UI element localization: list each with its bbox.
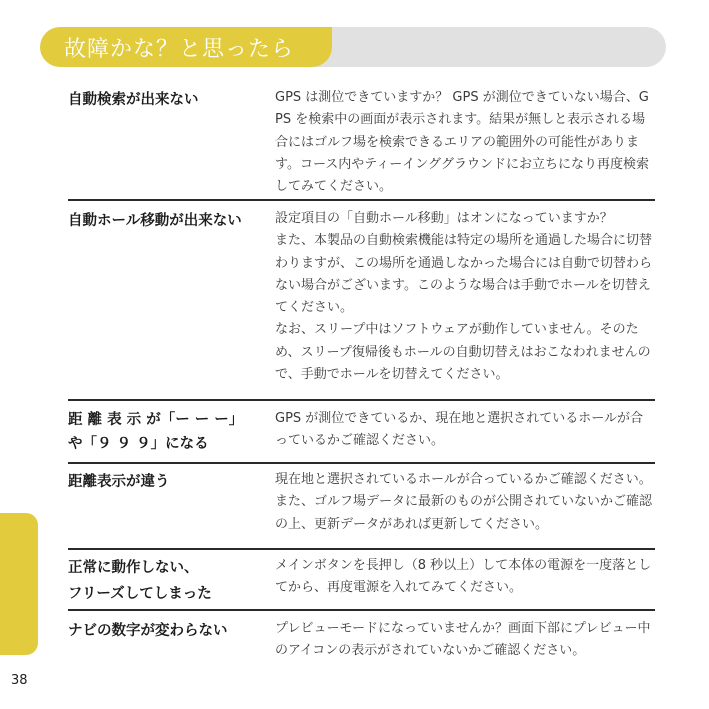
faq-answer-paragraph: また、本製品の自動検索機能は特定の場所を通過した場合に切替わりますが、この場所を通過しなかった場合には自動で切替わらない場合がございます。このような場合は手動でホールを切替えてください。 bbox=[275, 233, 653, 316]
faq-row bbox=[68, 84, 655, 201]
faq-question bbox=[68, 208, 275, 399]
faq-answer-paragraph: プレビューモードになっていませんか？画面下部にプレビュー中のアイコンの表示がされていないかご確認ください。 bbox=[275, 621, 651, 659]
page-number: 38 bbox=[11, 673, 28, 688]
faq-row bbox=[68, 550, 655, 611]
faq-question bbox=[68, 618, 275, 665]
faq-answer-paragraph: GPS は測位できていますか？ GPS が測位できていない場合、GPS を検索中の画面が表示されます。結果が無しと表示される場合にはゴルフ場を検索できるエリアの範囲外の可能性があります。コース内やティーインググラウンドにお立ちになり再度検索してみてください。 bbox=[275, 90, 650, 195]
faq-row bbox=[68, 401, 655, 464]
faq-answer bbox=[275, 408, 655, 462]
faq-question bbox=[68, 408, 275, 462]
faq-answer-paragraph: なお、スリープ中はソフトウェアが動作していません。そのため、スリープ復帰後もホールの自動切替えはおこなわれませんので、手動でホールを切替えてください。 bbox=[275, 322, 651, 383]
faq-row bbox=[68, 464, 655, 550]
faq-question bbox=[68, 87, 275, 199]
faq-question-line: 距離表示が違う bbox=[68, 474, 170, 490]
faq-answer bbox=[275, 208, 655, 399]
faq-question bbox=[68, 469, 275, 548]
faq-row bbox=[68, 201, 655, 401]
faq-question bbox=[68, 555, 275, 609]
faq-question-line: 自動ホール移動が出来ない bbox=[68, 213, 242, 229]
faq-answer-paragraph: GPS が測位できているか、現在地と選択されているホールが合っているかご確認ください。 bbox=[275, 411, 644, 449]
faq-question-line: 自動検索が出来ない bbox=[68, 92, 199, 108]
faq-question-line: フリーズしてしまった bbox=[68, 586, 212, 602]
faq-question-line: や「９ ９ ９」になる bbox=[68, 436, 209, 452]
section-header-bar bbox=[40, 27, 666, 67]
section-title: 故障かな？と思ったら bbox=[64, 36, 295, 62]
faq-answer-paragraph: 現在地と選択されているホールが合っているかご確認ください。また、ゴルフ場データに最新のものが公開されていないかご確認の上、更新データがあれば更新してください。 bbox=[275, 472, 653, 532]
faq-table bbox=[68, 84, 655, 665]
faq-answer bbox=[275, 618, 655, 665]
faq-answer-paragraph: メインボタンを長押し（8 秒以上）して本体の電源を一度落としてから、再度電源を入れてみてください。 bbox=[275, 558, 652, 596]
faq-answer bbox=[275, 87, 655, 199]
section-title-box bbox=[40, 27, 332, 67]
faq-answer bbox=[275, 555, 655, 609]
faq-question-line: 正常に動作しない、 bbox=[68, 560, 199, 576]
faq-answer-paragraph: 設定項目の「自動ホール移動」はオンになっていますか？ bbox=[275, 211, 613, 226]
faq-answer bbox=[275, 469, 655, 548]
faq-question-line: 距 離 表 示 が「ー ー ー」 bbox=[68, 412, 244, 428]
chapter-side-tab bbox=[0, 513, 38, 655]
faq-row bbox=[68, 611, 655, 665]
faq-question-line: ナビの数字が変わらない bbox=[68, 623, 228, 639]
